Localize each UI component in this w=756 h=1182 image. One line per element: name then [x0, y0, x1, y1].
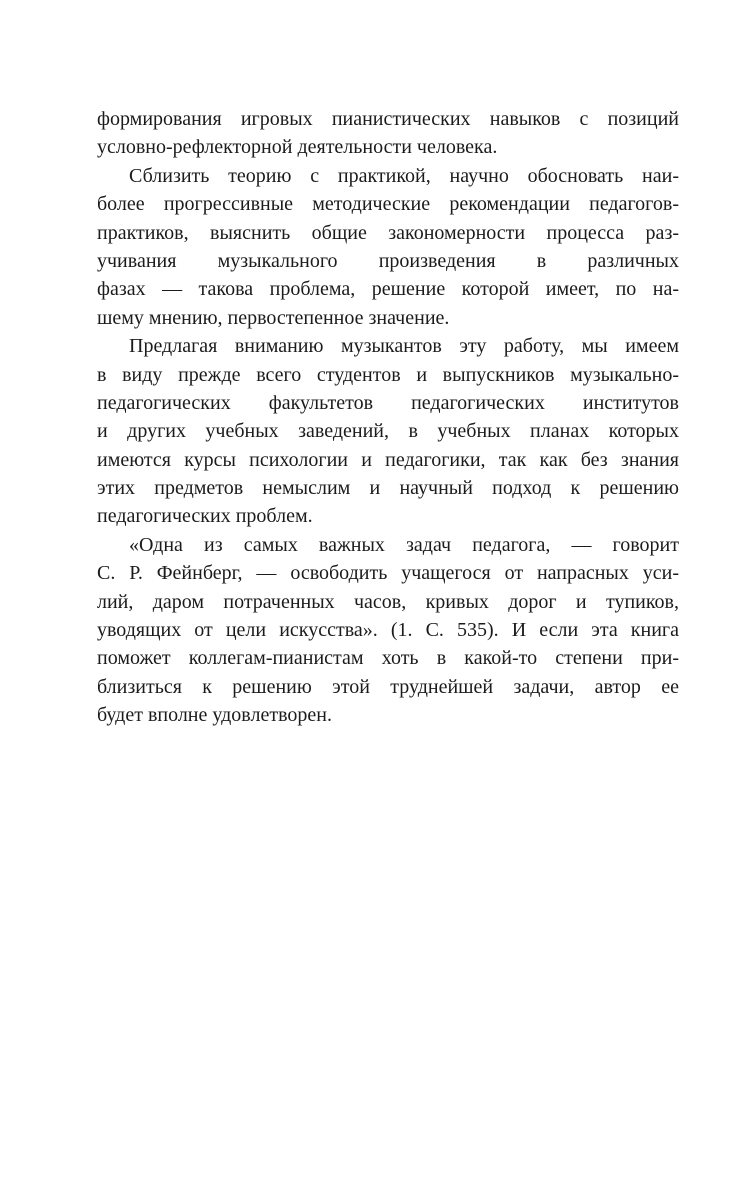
text-line: в виду прежде всего студентов и выпускников музыкально- — [97, 363, 679, 386]
text-line: и других учебных заведений, в учебных планах которых — [97, 420, 679, 443]
text-line: педагогических проблем. — [97, 505, 313, 528]
text-line: шему мнению, первостепенное значение. — [97, 306, 450, 329]
text-line: «Одна из самых важных задач педагога, — говорит — [129, 533, 679, 556]
text-line: Предлагая вниманию музыкантов эту работу, мы имеем — [129, 335, 679, 358]
text-line: фазах — такова проблема, решение которой имеет, по на- — [97, 278, 679, 301]
text-line: формирования игровых пианистических навыков с позиций — [97, 108, 679, 130]
body-text — [97, 105, 679, 730]
text-line: имеются курсы психологии и педагогики, так как без знания — [97, 448, 679, 471]
text-line: педагогических факультетов педагогических институтов — [97, 391, 679, 414]
text-line: Сблизить теорию с практикой, научно обосновать наи- — [129, 164, 679, 187]
text-line: практиков, выяснить общие закономерности процесса раз- — [97, 221, 679, 244]
text-line: С. Р. Фейнберг, — освободить учащегося от напрасных уси- — [97, 562, 679, 585]
text-line: более прогрессивные методические рекомендации педагогов- — [97, 193, 679, 216]
text-line: поможет коллегам-пианистам хоть в какой-то степени при- — [97, 647, 679, 670]
text-line: условно-рефлекторной деятельности человека. — [97, 136, 498, 159]
text-line: этих предметов немыслим и научный подход к решению — [97, 477, 679, 500]
text-line: учивания музыкального произведения в различных — [97, 249, 679, 272]
text-line: лий, даром потраченных часов, кривых дорог и тупиков, — [97, 590, 679, 613]
text-line: уводящих от цели искусства». (1. С. 535). И если эта книга — [97, 619, 679, 642]
text-line: будет вполне удовлетворен. — [97, 704, 332, 727]
text-line: близиться к решению этой труднейшей задачи, автор ее — [97, 675, 679, 698]
